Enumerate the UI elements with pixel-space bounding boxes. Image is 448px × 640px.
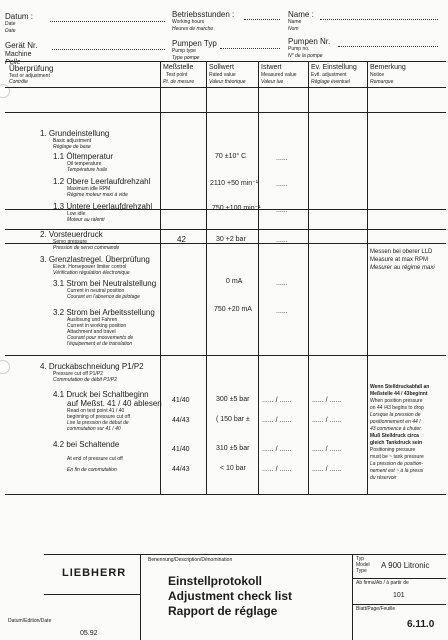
item-4-2-einstellung-2[interactable]: ...... / ...... [312, 466, 342, 473]
section-3-note-1: Messen bei oberer LLD [370, 249, 433, 255]
col-messstelle-l1: Meßstelle [163, 64, 194, 71]
datum-label: Datum : [5, 12, 34, 21]
name-label: Name : [288, 10, 314, 19]
item-1-1-sub1: Oil temperature [67, 161, 102, 167]
name-sub1: Name [288, 19, 302, 25]
column-divider [206, 61, 207, 494]
col-istwert-l3: Valeur lue [261, 79, 284, 85]
section-4-sub1: Pressure cut off P1/P2 [53, 371, 103, 377]
item-1-3-istwert[interactable]: ...... [276, 207, 288, 214]
item-4-2-sollwert-1: 310 ±5 bar [216, 445, 250, 452]
section-3-title: 3. Grenzlastregel. Überprüfung [40, 255, 150, 264]
section-1-sub1: Basic adjustment [53, 138, 92, 144]
liebherr-logo: LIEBHERR [62, 567, 127, 579]
col-einstellung-l1: Ev. Einstellung [311, 64, 357, 71]
item-4-2-messstelle-1: 41/40 [172, 446, 190, 453]
item-4-1-istwert-1[interactable]: ...... / ...... [262, 397, 292, 404]
pumpentyp-sub1: Pump type [172, 48, 196, 54]
table-top-line [5, 61, 446, 62]
item-4-1-title: 4.1 Druck bei Schaltbeginn [53, 390, 149, 399]
item-4-2-title: 4.2 bei Schaltende [53, 440, 120, 449]
col-bemerkung-l3: Remarque [370, 79, 394, 85]
item-1-3-sub2: Moteur au ralenti [67, 217, 105, 223]
pumpentyp-label: Pumpen Typ [172, 39, 217, 48]
geraet-sub1: Machine [5, 51, 32, 58]
pumpentyp-sub2: Type pompe [172, 55, 200, 61]
col-einstellung-l3: Réglage éventuel [311, 79, 350, 85]
item-3-2-line-5: l'équipement et de translation [67, 341, 133, 347]
column-divider [308, 61, 309, 494]
item-3-2-sollwert: 750 +20 mA [214, 306, 252, 313]
col-pruefung-l3: Contrôle [9, 79, 28, 85]
col-sollwert-l2: Rated value [209, 72, 236, 78]
pumpennr-sub1: Pump no. [288, 46, 310, 52]
section-2-messstelle: 42 [177, 235, 186, 244]
datum-sub1: Date [5, 21, 16, 27]
pumpennr-field[interactable] [338, 46, 438, 47]
footer-blatt-label: Blatt/Page/Feuille [356, 606, 396, 612]
item-4-1-line-1: Read on test point 41 / 40 [67, 408, 125, 414]
column-divider [258, 61, 259, 494]
item-4-1-einstellung-2[interactable]: ...... / ...... [312, 417, 342, 424]
footer-divider [352, 554, 353, 640]
col-istwert-l2: Measured value [261, 72, 297, 78]
footer-abfirma-label: Ab firma/Ab / à partir de [356, 580, 409, 586]
section-4-note-5: Lorsque la pression de [370, 412, 421, 418]
section-4-title: 4. Druckabschneidung P1/P2 [40, 362, 144, 371]
item-3-1-sollwert: 0 mA [226, 278, 243, 285]
item-4-1-einstellung-1[interactable]: ...... / ...... [312, 397, 342, 404]
section-4-note-14: du réservoir [370, 475, 397, 481]
section-3-note-3: Mesurer au régime maxi [370, 265, 435, 271]
footer-right-divider [352, 578, 446, 579]
item-4-2-sub2: En fin de commutation [67, 467, 117, 473]
footer-brand-divider [44, 594, 140, 595]
col-messstelle-l2: Test point [166, 72, 188, 78]
betriebsstunden-field[interactable] [244, 19, 280, 20]
betriebsstunden-label: Betriebsstunden : [172, 10, 235, 19]
section-3-note-2: Measure at max RPM [370, 257, 429, 263]
section-3-sub1: Electr. Horsepower limiter control [53, 264, 127, 270]
col-sollwert-l1: Sollwert [209, 64, 234, 71]
item-4-1-title2: auf Meßst. 41 / 40 ablesen [67, 399, 162, 408]
column-divider [367, 61, 368, 494]
punch-hole [0, 360, 10, 374]
item-3-2-line-4: Courant pour mouvements de [67, 335, 134, 341]
name-field[interactable] [320, 19, 438, 20]
item-1-2-sub2: Régime moteur maxi à vide [67, 192, 128, 198]
item-3-1-sub2: Courant en l'absence de pilotage [67, 294, 140, 300]
col-pruefung-l2: Test or adjustment [9, 73, 50, 79]
footer-abfirma-value: 101 [393, 592, 405, 599]
geraet-sub2: Pelle [5, 59, 21, 66]
section-4-sub2: Commutation de débit P1/P2 [53, 377, 117, 383]
section-2-sollwert: 30 +2 bar [216, 236, 246, 243]
item-1-2-istwert[interactable]: ...... [276, 181, 288, 188]
row-separator [5, 355, 446, 356]
footer-datum-value: 05.92 [80, 630, 98, 637]
item-1-3-title: 1.3 Untere Leerlaufdrehzahl [53, 202, 153, 211]
footer-title-en: Adjustment check list [168, 589, 293, 603]
section-4-note-8: Muß Stelldruck circa [370, 433, 419, 439]
item-4-2-istwert-1[interactable]: ...... / ...... [262, 446, 292, 453]
item-1-2-sollwert: 2110 +50 min⁻¹ [210, 180, 259, 187]
item-4-2-istwert-2[interactable]: ...... / ...... [262, 466, 292, 473]
section-2-istwert[interactable]: ...... [276, 237, 288, 244]
section-4-note-3: When position pressure [370, 398, 423, 404]
section-2-sub2: Pression de servo commande [53, 245, 120, 251]
section-2-title: 2. Vorsteuerdruck [40, 230, 103, 239]
item-1-1-istwert[interactable]: ...... [276, 155, 288, 162]
section-4-note-9: gleich Tankdruck sein [370, 440, 423, 446]
item-3-2-istwert[interactable]: ...... [276, 308, 288, 315]
betriebsstunden-sub2: Heures de marche [172, 26, 214, 32]
item-4-1-messstelle-2: 44/43 [172, 417, 190, 424]
item-3-2-line-1: Auslösung und Fahren [67, 317, 118, 323]
item-1-1-title: 1.1 Öltemperatur [53, 152, 114, 161]
footer-datum-label: Datum/Edition/Date [8, 618, 52, 624]
section-2-sub1: Servo pressure [53, 239, 87, 245]
item-1-1-sub2: Température huile [67, 167, 108, 173]
datum-field[interactable] [50, 21, 165, 22]
item-3-2-line-2: Current in working position [67, 323, 127, 329]
section-4-note-13: nement est ~ à la pressi [370, 468, 424, 474]
item-3-1-sub1: Current in neutral position [67, 288, 125, 294]
section-4-note-4: on 44 /43 begins to drop [370, 405, 424, 411]
item-1-3-sollwert: 750 +100 min⁻¹ [212, 205, 261, 212]
section-1-sub2: Réglage de base [53, 144, 91, 150]
pumpennr-sub2: N° de la pompe [288, 53, 323, 59]
geraet-field[interactable] [52, 49, 165, 50]
col-einstellung-l2: Evtl. adjustment [311, 72, 347, 78]
footer-typ-value: A 900 Litronic [381, 561, 430, 570]
col-messstelle-l3: Pt. de mesure [163, 79, 195, 85]
item-4-2-sub1: At end of pressure cut off [67, 456, 123, 462]
item-3-1-title: 3.1 Strom bei Neutralstellung [53, 279, 157, 288]
item-1-3-sub1: Low idle [67, 211, 86, 217]
section-4-note-12: La pression de position- [370, 461, 424, 467]
section-4-note-2: Meßstelle 44 / 43beginnt [370, 391, 428, 397]
section-4-note-1: Wenn Stelldruckabfall an [370, 384, 430, 390]
item-1-1-sollwert: 70 ±10° C [215, 153, 247, 160]
col-bemerkung-l2: Notice [370, 72, 385, 78]
footer-right-divider [352, 604, 446, 605]
item-4-1-line-2: beginning of pressure cut off [67, 414, 131, 420]
item-3-2-line-3: Attachment and travel [67, 329, 116, 335]
item-1-2-title: 1.2 Obere Leerlaufdrehzahl [53, 177, 151, 186]
header-bottom-line [5, 87, 446, 88]
footer-top-line [44, 554, 446, 555]
pumpennr-label: Pumpen Nr. [288, 37, 331, 46]
geraet-label: Gerät Nr. [5, 41, 38, 50]
footer-blatt-value: 6.11.0 [407, 619, 435, 630]
name-sub2: Nom [288, 26, 299, 32]
column-divider [160, 61, 161, 494]
section-4-note-6: positionnement en 44 / [370, 419, 421, 425]
item-4-1-messstelle-1: 41/40 [172, 397, 190, 404]
footer-benennung-label: Benennung/Description/Dénomination [148, 557, 233, 563]
item-1-2-sub1: Maximum idle RPM [67, 186, 111, 192]
item-4-2-sollwert-2: < 10 bar [220, 465, 246, 472]
footer-title-de: Einstellprotokoll [168, 574, 263, 588]
col-sollwert-l3: Valeur théorique [209, 79, 246, 85]
item-4-1-line-4: commutation sur 41 / 40 [67, 426, 121, 432]
footer-typ-l1: Typ [356, 556, 365, 562]
item-4-2-messstelle-2: 44/43 [172, 466, 190, 473]
footer-typ-l3: Type [356, 568, 367, 574]
item-4-1-sollwert-2: ( 150 bar ± [216, 416, 250, 423]
item-3-2-title: 3.2 Strom bei Arbeitsstellung [53, 308, 155, 317]
section-1-title: 1. Grundeinstellung [40, 129, 110, 138]
pumpentyp-field[interactable] [220, 48, 280, 49]
item-4-1-istwert-2[interactable]: ...... / ...... [262, 417, 292, 424]
item-4-2-einstellung-1[interactable]: ...... / ...... [312, 446, 342, 453]
datum-sub2: Date [5, 28, 16, 34]
section-4-note-7: 43 commence à chuter. [370, 426, 423, 432]
section-4-note-11: must be ~ tank pressure [370, 454, 424, 460]
betriebsstunden-sub1: Working hours [172, 19, 205, 25]
col-pruefung-l1: Überprüfung [9, 64, 54, 73]
footer-typ-l2: Model [356, 562, 370, 568]
item-4-1-line-3: Lire la pression de début de [67, 420, 129, 426]
section-4-note-10: Positioning pressure [370, 447, 416, 453]
col-istwert-l1: Istwert [261, 64, 282, 71]
row-separator [5, 112, 446, 113]
item-4-1-sollwert-1: 300 ±5 bar [216, 396, 250, 403]
item-3-1-istwert[interactable]: ...... [276, 280, 288, 287]
footer-divider [140, 554, 141, 640]
table-bottom-line [5, 494, 446, 495]
section-3-sub2: Vérification régulation électronique [53, 270, 130, 276]
footer-title-fr: Rapport de réglage [168, 604, 278, 618]
col-bemerkung-l1: Bemerkung [370, 64, 406, 71]
